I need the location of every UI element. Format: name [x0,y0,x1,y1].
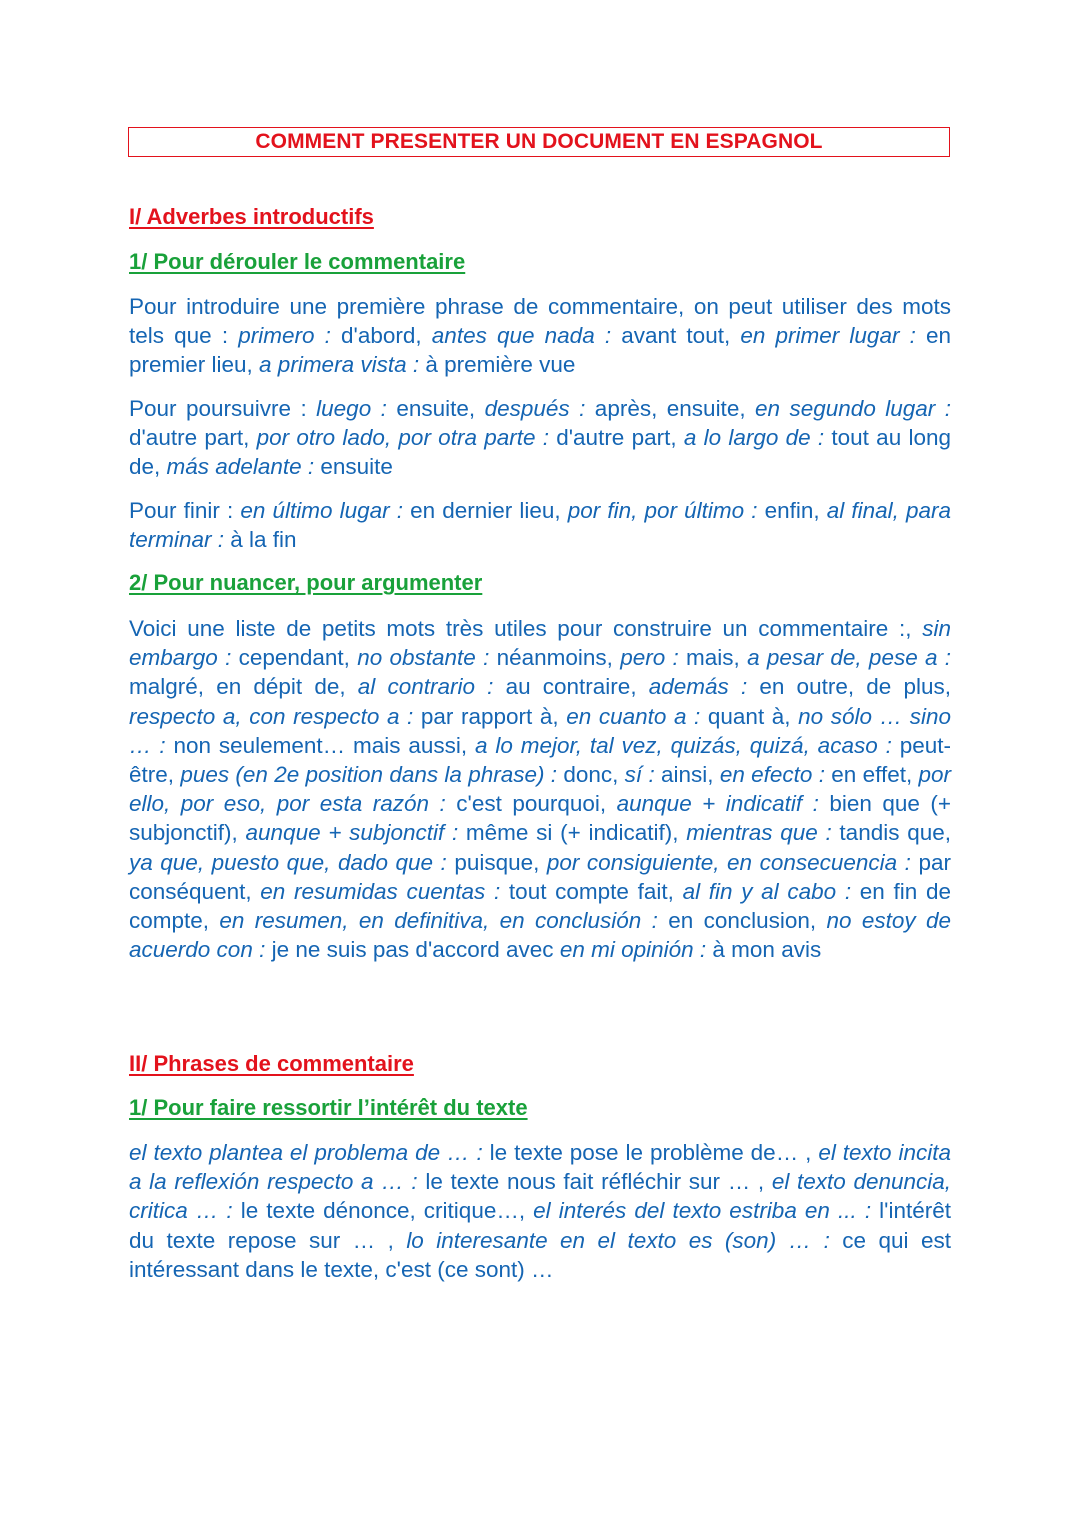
document-title: COMMENT PRESENTER UN DOCUMENT EN ESPAGNOL [255,130,823,153]
spanish-expression: por otro lado, por otra parte : [256,425,549,451]
spanish-expression: a primera vista : [259,352,420,378]
french-text: par conséquent, [129,849,951,904]
french-text: cependant, [231,645,358,671]
spanish-expression: al contrario : [357,674,494,700]
french-text: en premier lieu, [129,323,952,378]
spanish-expression: no obstante : [357,645,490,671]
spanish-expression: en resumen, en definitiva, en conclusión : [219,908,658,934]
french-text: d'autre part, [129,425,257,451]
spanish-expression: pero : [620,645,679,671]
spanish-expression: el texto incita a la reflexión respecto a … : [129,1140,951,1195]
french-text: au contraire, [493,674,649,700]
spanish-expression: más adelante : [166,454,315,480]
paragraph-poursuivre [129,394,951,482]
spanish-expression: además : [648,674,748,700]
spanish-expression: en primer lugar : [740,323,916,349]
french-text: d'abord, [330,323,432,349]
french-text: donc, [557,762,625,788]
spanish-expression: en cuanto a : [566,703,701,729]
french-text: ensuite [314,454,393,480]
french-text: enfin, [757,498,827,523]
french-text: malgré, en dépit de, [129,674,358,700]
french-text: en dernier lieu, [402,498,568,523]
title-box [128,127,950,157]
french-text: le texte nous fait réfléchir sur … , [417,1169,772,1195]
french-text: l'intérêt du texte repose sur … , [129,1198,951,1253]
subsection-1-2-heading: 2/ Pour nuancer, pour argumenter [129,570,483,595]
french-text: non seulement… mais aussi, [165,732,476,758]
spanish-expression: por fin, por último : [567,498,758,523]
french-text: en effet, [824,762,919,788]
section-2-heading: II/ Phrases de commentaire [129,1051,414,1076]
french-text: tout compte fait, [500,878,683,904]
french-text: en fin de compte, [129,878,951,934]
french-text: Voici une liste de petits mots très utiles pour construire un commentaire :, [129,616,923,641]
spanish-expression: aunque + indicatif : [616,791,819,817]
spanish-expression: a lo largo de : [683,425,825,451]
french-text: en conclusion, [657,908,827,934]
french-text: Pour poursuivre : [129,396,317,421]
french-text: avant tout, [611,323,741,349]
french-text: puisque, [446,849,547,875]
french-text: d'autre part, [548,425,684,451]
spanish-expression: en mi opinión : [559,937,707,963]
spanish-expression: a lo mejor, tal vez, quizás, quizá, acaso : [475,732,892,758]
french-text: ensuite, [386,396,485,421]
spanish-expression: lo interesante en el texto es (son) … : [406,1227,830,1253]
spanish-expression: en resumidas cuentas : [260,878,501,904]
spanish-expression: el interés del texto estriba en ... : [533,1198,872,1224]
spanish-expression: pues (en 2e position dans la phrase) : [180,762,558,788]
spanish-expression: al fin y al cabo : [682,878,852,904]
spanish-expression: por ello, por eso, por esta razón : [129,762,952,817]
spanish-expression: en segundo lugar : [755,396,951,421]
french-text: c'est pourquoi, [445,791,617,817]
spanish-expression: sí : [624,762,655,788]
spanish-expression: no estoy de acuerdo con : [129,908,951,963]
french-text: à mon avis [706,937,822,963]
paragraph-nuancer [129,614,951,964]
spanish-expression: al final, para terminar : [129,498,951,553]
spanish-expression: respecto a, con respecto a : [129,703,414,729]
french-text: le texte dénonce, critique…, [232,1198,534,1224]
french-text: après, ensuite, [585,396,756,421]
french-text: à première vue [419,352,576,378]
french-text: tout au long de, [129,425,951,480]
french-text: mais, [678,645,748,671]
spanish-expression: por consiguiente, en consecuencia : [546,849,911,875]
spanish-expression: el texto plantea el problema de … : [129,1140,483,1165]
french-text: ce qui est intéressant dans le texte, c'est (ce sont) … [129,1227,951,1282]
french-text: Pour introduire une première phrase de commentaire, on peut utiliser des mots tels que : [129,294,951,349]
spanish-expression: en último lugar : [240,498,403,523]
spanish-expression: después : [484,396,586,421]
french-text: je ne suis pas d'accord avec [265,937,560,963]
spanish-expression: ya que, puesto que, dado que : [129,849,447,875]
french-text: néanmoins, [489,645,621,671]
french-text: à la fin [224,527,297,553]
spanish-expression: primero : [238,323,331,349]
paragraph-introduire [129,292,951,380]
spanish-expression: aunque + subjonctif : [245,820,459,846]
spanish-expression: en efecto : [719,762,825,788]
spanish-expression: a pesar de, pese a : [747,645,952,671]
french-text: tandis que, [831,820,951,846]
french-text: quant à, [700,703,799,729]
spanish-expression: luego : [316,396,387,421]
french-text: le texte pose le problème de… , [482,1140,819,1165]
spanish-expression: sin embargo : [129,616,951,671]
spanish-expression: antes que nada : [431,323,612,349]
french-text: peut-être, [129,732,951,788]
spanish-expression: no sólo … sino … : [129,703,951,758]
french-text: bien que (+ subjonctif), [129,791,951,846]
spanish-expression: el texto denuncia, critica … : [129,1169,952,1224]
subsection-1-1-heading: 1/ Pour dérouler le commentaire [129,249,466,274]
paragraph-finir [129,496,951,554]
french-text: par rapport à, [413,703,567,729]
subsection-2-1-heading: 1/ Pour faire ressortir l’intérêt du texte [129,1095,528,1120]
section-1-heading: I/ Adverbes introductifs [129,204,374,229]
spanish-expression: mientras que : [686,820,832,846]
french-text: en outre, de plus, [747,674,951,700]
french-text: ainsi, [654,762,720,788]
french-text: même si (+ indicatif), [458,820,687,846]
paragraph-interet [129,1138,951,1284]
french-text: Pour finir : [129,498,241,523]
